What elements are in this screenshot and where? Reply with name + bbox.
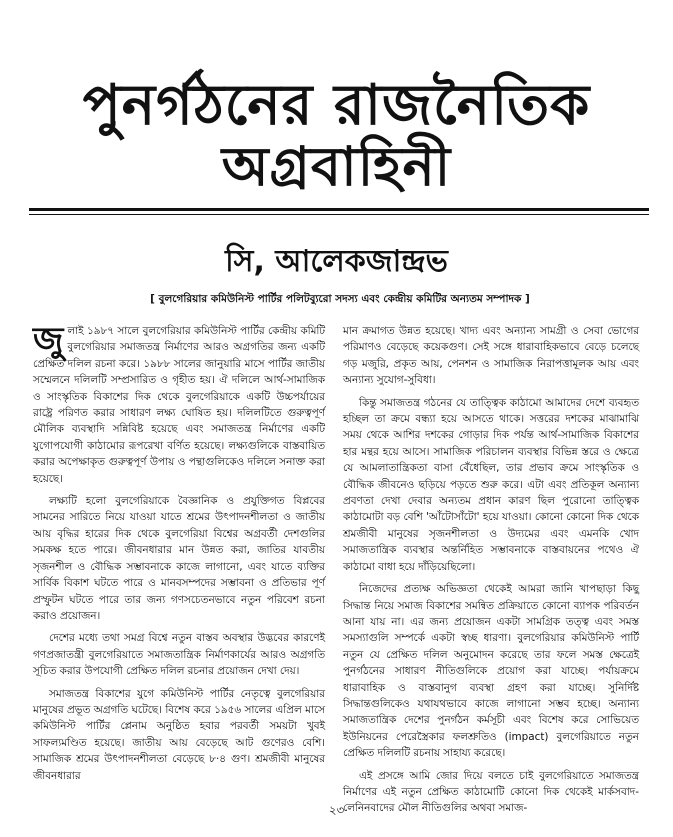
article-title-line-1: পুনর্গঠনের রাজনৈতিক bbox=[82, 73, 591, 138]
paragraph-text: লাই ১৯৮৭ সালে বুলগেরিয়ার কমিউনিস্ট পার্টির কেন্দ্রীয় কমিটি বুলগেরিয়ার সমাজতন্ত্র নির্মাণের আরও অগ্রগতির জন্য একটি প্রেক্ষিত দলিল রচনা করে। ১৯৮৮ সালের জানুয়ারি মাসে পার্টির জাতীয় সম্মেলনে দলিলটি সম্প্রসারিত ও গৃহীত হয়। ঐ দলিলে আর্থ-সামাজিক ও সাংস্কৃতিক বিকাশের দিক থেকে বুলগেরিয়াকে একটি উচ্চপর্যায়ের রাষ্ট্রে পরিণত করার সাধারণ লক্ষ্য ঘোষিত হয়। দলিলটিতে গুরুত্বপূর্ণ মৌলিক ব্যবস্থাদি সন্নিবিষ্ট হয়েছে এবং সমাজতন্ত্র নির্মাণের একটি যুগোপযোগী কাঠামোর রূপরেখা বর্ণিত হয়েছে। লক্ষ্যগুলিকে বাস্তবায়িত করার অপেক্ষাকৃত গুরুত্বপূর্ণ উপায় ও পন্থাগুলিকেও দলিলে সনাক্ত করা হয়েছে। bbox=[33, 325, 325, 485]
title-rule-thick bbox=[29, 208, 649, 211]
title-rule-thin bbox=[29, 214, 649, 215]
paragraph: দেশের মধ্যে তথা সমগ্র বিশ্বে নতুন বাস্তব অবস্থার উদ্ভবের কারণেই গণপ্রজাতন্ত্রী বুলগেরিয়াতে সমাজতান্ত্রিক নির্মাণকার্যের আরও অগ্রগতি সূচিত করার উপযোগী প্রেক্ষিত দলিল রচনার প্রয়োজন দেখা দেয়। bbox=[33, 632, 325, 678]
page-number: ২৩ bbox=[328, 803, 345, 817]
paragraph: লক্ষ্যটি হলো বুলগেরিয়াকে বৈজ্ঞানিক ও প্রযুক্তিগত বিপ্লবের সামনের সারিতে নিয়ে যাওয়া যাতে শ্রমের উৎপাদনশীলতা ও জাতীয় আয় বৃদ্ধির হারের দিক থেকে বুলগেরিয়া বিশ্বের অগ্রবর্তী দেশগুলির সমকক্ষ হতে পারে। জীবনধারার মান উন্নত করা, জাতির যাবতীয় সৃজনশীল ও বৌদ্ধিক সম্ভাবনাকে কাজে লাগানো, এবং যাতে ব্যক্তির সার্বিক বিকাশ ঘটতে পারে ও মানবসম্পদের সম্ভাবনা ও প্রতিভার পূর্ণ প্রস্ফুটন ঘটতে পারে তার জন্য গণসচেতনভাবে নতুন পরিবেশ রচনা করাও প্রয়োজন। bbox=[33, 495, 325, 622]
paragraph: নিজেদের প্রত্যক্ষ অভিজ্ঞতা থেকেই আমরা জানি খাপছাড়া কিছু সিদ্ধান্ত নিয়ে সমাজ বিকাশের সমন্বিত প্রক্রিয়াতে কোনো ব্যাপক পরিবর্তন আনা যায় না। এর জন্য প্রয়োজন একটা সামগ্রিক তত্ত্ব এবং সমস্ত সমস্যাগুলি সম্পর্কে একটা স্বচ্ছ ধারণা। বুলগেরিয়ার কমিউনিস্ট পার্টি নতুন যে প্রেক্ষিত দলিল অনুমোদন করেছে তার ফলে সমস্ত ক্ষেত্রেই পুনর্গঠনের সাধারণ নীতিগুলিকে প্রয়োগ করা যাচ্ছে। পর্যায়ক্রমে ধারাবাহিক ও বাস্তবানুগ ব্যবস্থা গ্রহণ করা যাচ্ছে। সুনির্দিষ্ট সিদ্ধান্তগুলিকেও যথাযথভাবে কাজে লাগানো সম্ভব হচ্ছে। অন্যান্য সমাজতান্ত্রিক দেশের পুনর্গঠন কর্মসূচী এবং বিশেষ করে সোভিয়েত ইউনিয়নের পেরেস্ত্রৈকার ফলশ্রুতিও (impact) বুলগেরিয়াতে নতুন প্রেক্ষিত দলিলটি রচনায় সাহায্য করেছে। bbox=[343, 583, 639, 760]
paragraph: সমাজতন্ত্র বিকাশের যুগে কমিউনিস্ট পার্টির নেতৃত্বে বুলগেরিয়ার মানুষের প্রভূত অগ্রগতি ঘটেছে। বিশেষ করে ১৯৫৬ সালের এপ্রিল মাসে কমিউনিস্ট পার্টির প্লেনাম অনুষ্ঠিত হবার পরবর্তী সময়টা খুবই সাফল্যমণ্ডিত হয়েছে। জাতীয় আয় বেড়েছে আট গুণেরও বেশি। সামাজিক শ্রমের উৎপাদনশীলতা বেড়েছে ৮·৪ গুণ। শ্রমজীবী মানুষের জীবনধারার bbox=[33, 687, 325, 782]
text-column-right bbox=[343, 323, 639, 823]
author-designation: [ বুলগেরিয়ার কমিউনিস্ট পার্টির পলিটব্যুরো সদস্য এবং কেন্দ্রীয় কমিটির অন্যতম সম্পাদক ] bbox=[150, 293, 530, 305]
drop-cap: জু bbox=[33, 320, 64, 360]
paragraph bbox=[33, 320, 325, 487]
text-column-left bbox=[33, 320, 325, 790]
article-title-line-2: অগ্রবাহিনী bbox=[221, 135, 452, 198]
paragraph: কিন্তু সমাজতন্ত্র গঠনের যে তাত্ত্বিক কাঠামো আমাদের দেশে ব্যবহৃত হচ্ছিল তা ক্রমে বন্ধ্যা হয়ে আসতে থাকে। সত্তরের দশকের মাঝামাঝি সময় থেকে আশির দশকের গোড়ার দিক পর্যন্ত আর্থ-সামাজিক বিকাশের হার মন্থর হয়ে আসে। সামাজিক পরিচালন ব্যবস্থার বিভিন্ন স্তরে ও ক্ষেত্রে যে আমলাতান্ত্রিকতা বাসা বেঁধেছিল, তার প্রভাব ক্রমে সাংস্কৃতিক ও বৌদ্ধিক জীবনেও ছড়িয়ে পড়তে শুরু করে। এটা এবং প্রতিকূল অন্যান্য প্রবণতা দেখা দেবার অন্যতম প্রধান কারণ ছিল পুরোনো তাত্ত্বিক কাঠামোটা বড় বেশি 'আঁটোসাঁটো' হয়ে যাওয়া। কোনো কোনো দিক থেকে শ্রমজীবী মানুষের সৃজনশীলতা ও উদ্যমের এবং এমনকি খোদ সমাজতান্ত্রিক ব্যবস্থার অন্তর্নিহিত সম্ভাবনাকে বাস্তবায়নের পথেও ঐ কাঠামো বাধা হয়ে দাঁড়িয়েছিলো। bbox=[343, 396, 639, 573]
author-name: সি, আলেকজান্দ্রভ bbox=[225, 244, 448, 279]
paragraph: এই প্রসঙ্গে আমি জোর দিয়ে বলতে চাই বুলগেরিয়াতে সমাজতন্ত্র নির্মাণের এই নতুন প্রেক্ষিত কাঠামোটি কোনো দিক থেকেই মার্কসবাদ-লেনিনবাদের মৌল নীতিগুলির অথবা সমাজ- bbox=[343, 769, 639, 815]
paragraph: মান ক্রমাগত উন্নত হয়েছে। খাদ্য এবং অন্যান্য সামগ্রী ও সেবা ভোগের পরিমাণও বেড়েছে কয়েকগুণ। সেই সঙ্গে ধারাবাহিকভাবে বেড়ে চলেছে গড় মজুরি, প্রকৃত আয়, পেনশন ও সামাজিক নিরাপত্তামূলক আয় এবং অন্যান্য সুযোগ-সুবিধা। bbox=[343, 325, 639, 387]
